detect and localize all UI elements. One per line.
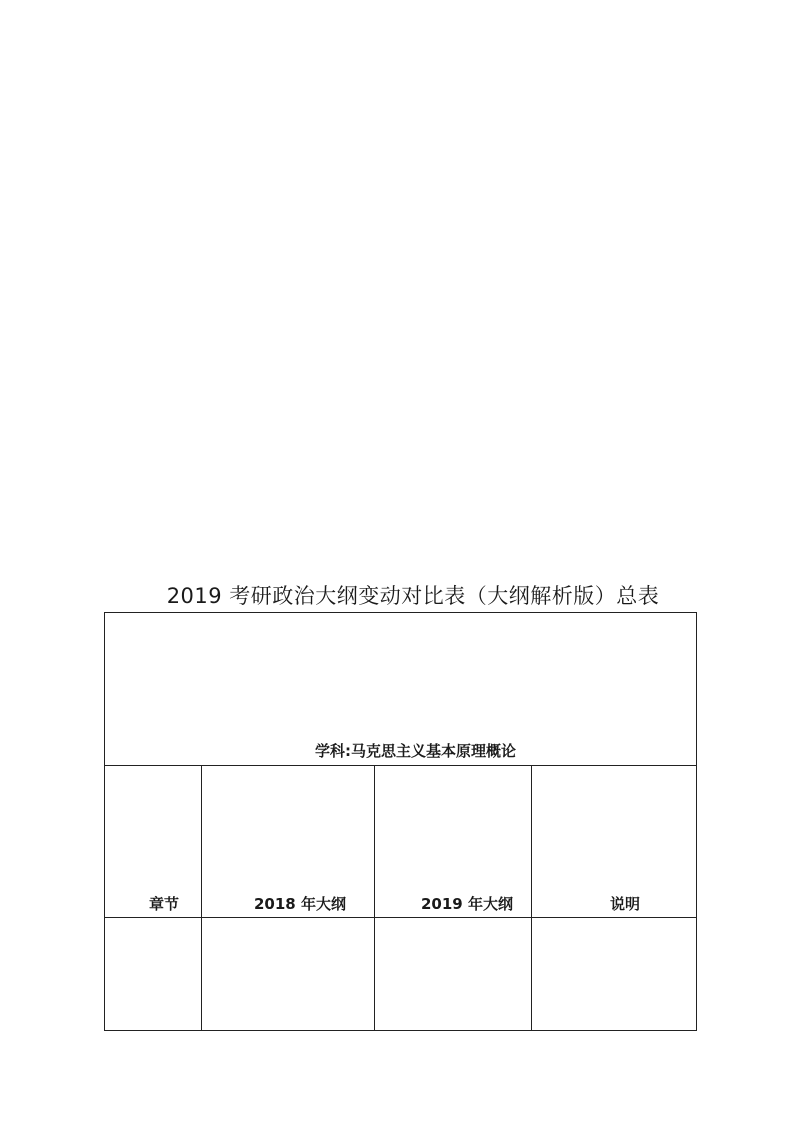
subject-cell: 学科:马克思主义基本原理概论 <box>105 613 697 766</box>
subject-row <box>105 613 697 766</box>
chapter-cell <box>105 918 202 1031</box>
header-notes: 说明 <box>532 766 697 918</box>
document-title: 2019 考研政治大纲变动对比表（大纲解析版）总表 <box>166 584 660 608</box>
outline-2019-cell <box>375 918 532 1031</box>
outline-comparison-table <box>104 612 697 1031</box>
header-outline-2018: 2018 年大纲 <box>202 766 375 918</box>
header-chapter: 章节 <box>105 766 202 918</box>
table-header-row <box>105 766 697 918</box>
table-row <box>105 918 697 1031</box>
header-outline-2019: 2019 年大纲 <box>375 766 532 918</box>
notes-cell <box>532 918 697 1031</box>
outline-2018-cell <box>202 918 375 1031</box>
